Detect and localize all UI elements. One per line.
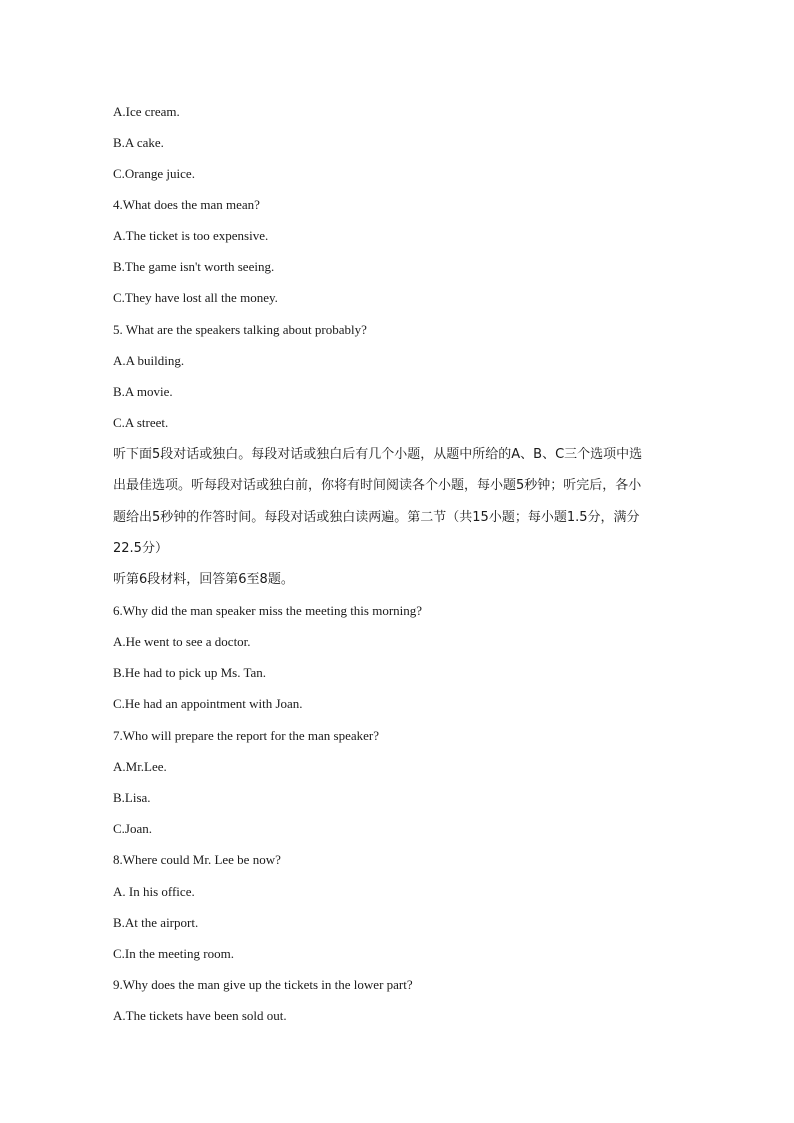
option-7c: C.Joan. bbox=[113, 821, 152, 836]
option-4b: B.The game isn't worth seeing. bbox=[113, 259, 275, 274]
option-3c: C.Orange juice. bbox=[113, 166, 195, 181]
option-4c: C.They have lost all the money. bbox=[113, 290, 278, 305]
instructions-line-3: 题给出5秒钟的作答时间。每段对话或独白读两遍。第二节（共15小题；每小题1.5分，满分 bbox=[113, 510, 640, 525]
option-6c: C.He had an appointment with Joan. bbox=[113, 696, 303, 711]
option-7b: B.Lisa. bbox=[113, 790, 151, 805]
instructions-line-2: 出最佳选项。听每段对话或独白前，你将有时间阅读各个小题，每小题5秒钟；听完后，各小 bbox=[113, 478, 642, 493]
option-6a: A.He went to see a doctor. bbox=[113, 634, 251, 649]
option-8a: A. In his office. bbox=[113, 884, 195, 899]
section-heading: 听第6段材料，回答第6至8题。 bbox=[113, 572, 294, 587]
option-5b: B.A movie. bbox=[113, 384, 173, 399]
option-5a: A.A building. bbox=[113, 353, 185, 368]
instructions-line-4: 22.5分） bbox=[113, 541, 168, 556]
instructions-line-1: 听下面5段对话或独白。每段对话或独白后有几个小题，从题中所给的A、B、C三个选项中选 bbox=[113, 447, 643, 462]
question-8: 8.Where could Mr. Lee be now? bbox=[113, 852, 281, 867]
option-3b: B.A cake. bbox=[113, 135, 164, 150]
option-6b: B.He had to pick up Ms. Tan. bbox=[113, 665, 267, 680]
question-7: 7.Who will prepare the report for the man speaker? bbox=[113, 728, 380, 743]
option-5c: C.A street. bbox=[113, 415, 169, 430]
option-9a: A.The tickets have been sold out. bbox=[113, 1008, 287, 1023]
option-4a: A.The ticket is too expensive. bbox=[113, 228, 269, 243]
question-6: 6.Why did the man speaker miss the meeting this morning? bbox=[113, 603, 423, 618]
question-9: 9.Why does the man give up the tickets in the lower part? bbox=[113, 977, 413, 992]
option-8c: C.In the meeting room. bbox=[113, 946, 234, 961]
option-8b: B.At the airport. bbox=[113, 915, 199, 930]
question-4: 4.What does the man mean? bbox=[113, 197, 260, 212]
question-5: 5. What are the speakers talking about probably? bbox=[113, 322, 367, 337]
option-3a: A.Ice cream. bbox=[113, 104, 180, 119]
option-7a: A.Mr.Lee. bbox=[113, 759, 167, 774]
